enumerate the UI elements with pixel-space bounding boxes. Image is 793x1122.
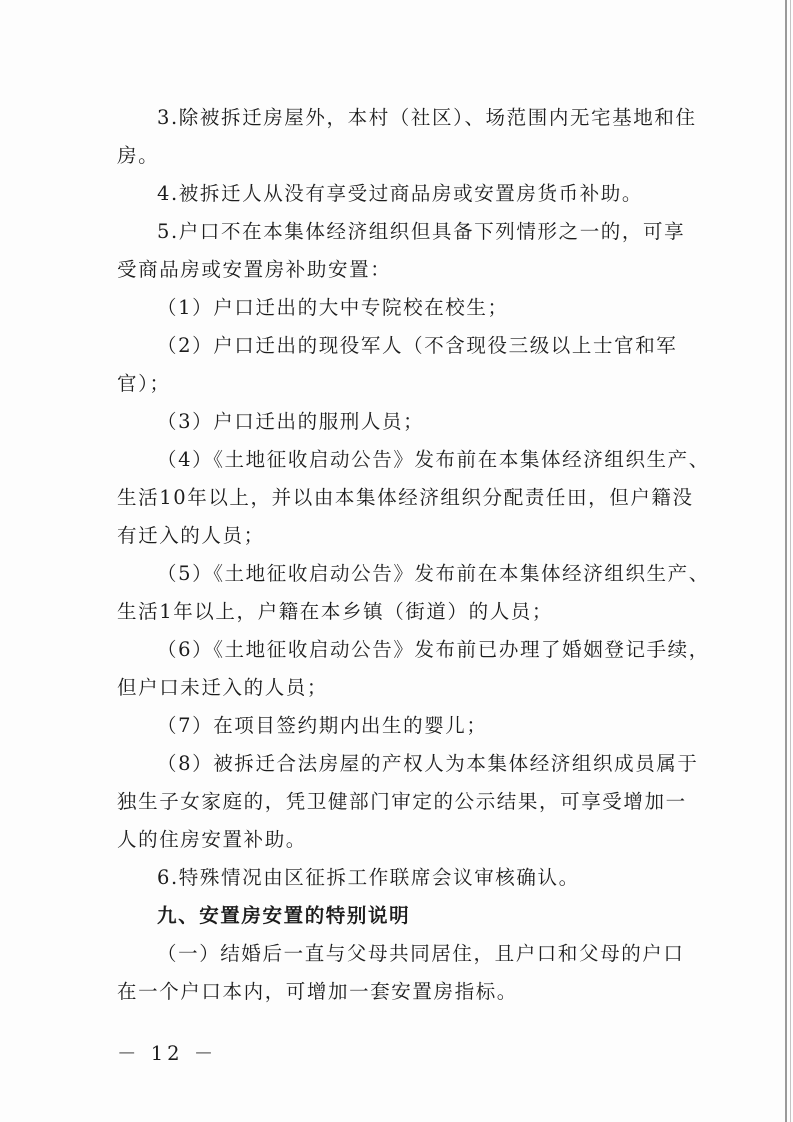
sub-item-6-line-2: 但户口未迁入的人员； — [117, 676, 329, 699]
sub-item-4-line-2: 生活10年以上，并以由本集体经济组织分配责任田，但户籍没 — [117, 486, 694, 509]
sub-item-8-line-1: （8）被拆迁合法房屋的产权人为本集体经济组织成员属于 — [157, 752, 699, 775]
sub-item-5-line-1: （5）《土地征收启动公告》发布前在本集体经济组织生产、 — [157, 562, 710, 585]
scan-edge-line — [785, 0, 787, 1122]
sub-item-8-line-3: 人的住房安置补助。 — [117, 828, 307, 851]
scan-edge-line — [790, 0, 791, 1122]
sub-item-5-line-2: 生活1年以上，户籍在本乡镇（街道）的人员； — [117, 600, 554, 623]
item-6: 6.特殊情况由区征拆工作联席会议审核确认。 — [157, 866, 580, 889]
item-3-line-1: 3.除被拆迁房屋外，本村（社区）、场范围内无宅基地和住 — [157, 106, 697, 129]
item-3-line-2: 房。 — [117, 144, 160, 167]
sub-item-8-line-2: 独生子女家庭的，凭卫健部门审定的公示结果，可享受增加一 — [117, 790, 687, 813]
sub-item-6-line-1: （6）《土地征收启动公告》发布前已办理了婚姻登记手续， — [157, 638, 710, 661]
item-5-line-2: 受商品房或安置房补助安置： — [117, 258, 392, 281]
sub-item-4-line-1: （4）《土地征收启动公告》发布前在本集体经济组织生产、 — [157, 448, 710, 471]
section-heading-nine: 九、安置房安置的特别说明 — [157, 904, 411, 927]
page-number: － 12 － — [117, 1042, 218, 1065]
section-nine-item-1-line-1: （一）结婚后一直与父母共同居住，且户口和父母的户口 — [157, 942, 685, 965]
sub-item-4-line-3: 有迁入的人员； — [117, 524, 265, 547]
sub-item-3: （3）户口迁出的服刑人员； — [157, 410, 425, 433]
section-nine-item-1-line-2: 在一个户口本内，可增加一套安置房指标。 — [117, 980, 518, 1003]
sub-item-7: （7）在项目签约期内出生的婴儿； — [157, 714, 488, 737]
sub-item-1: （1）户口迁出的大中专院校在校生； — [157, 296, 509, 319]
item-4: 4.被拆迁人从没有享受过商品房或安置房货币补助。 — [157, 182, 644, 205]
sub-item-2-line-1: （2）户口迁出的现役军人（不含现役三级以上士官和军 — [157, 334, 678, 357]
item-5-line-1: 5.户口不在本集体经济组织但具备下列情形之一的，可享 — [157, 220, 686, 243]
sub-item-2-line-2: 官）； — [117, 372, 171, 395]
